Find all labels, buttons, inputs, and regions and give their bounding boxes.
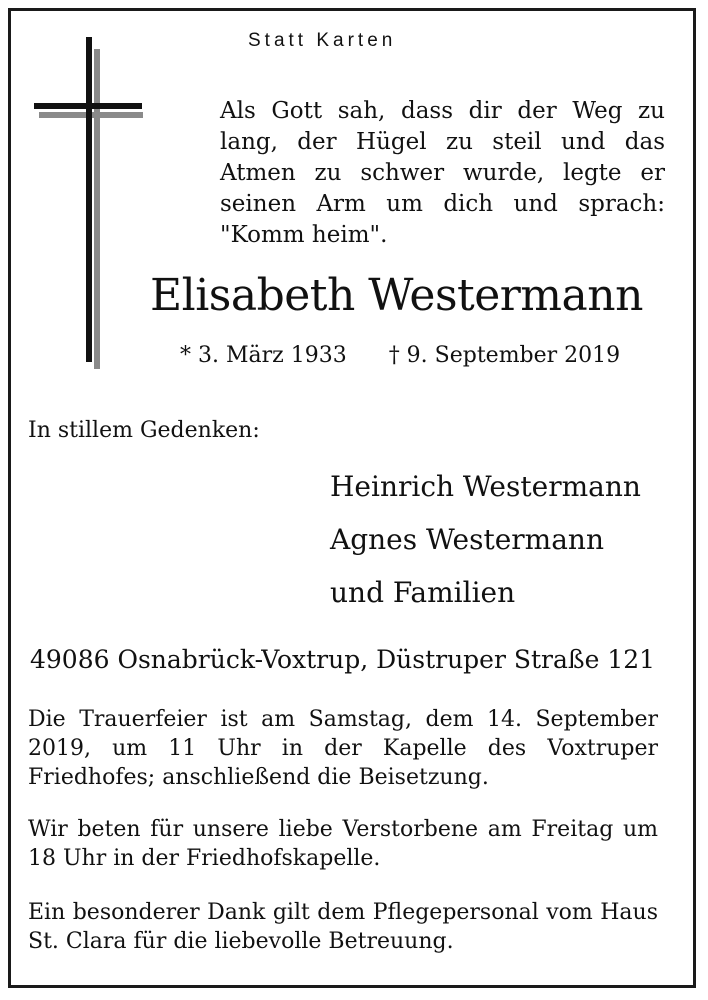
- cross-vertical-bar: [86, 37, 92, 362]
- birth-date: * 3. März 1933: [180, 343, 347, 368]
- mourner-name: Agnes Westermann: [330, 523, 604, 556]
- mourner-name: und Familien: [330, 576, 516, 609]
- memorial-verse: Als Gott sah, dass dir der Weg zu lang, der Hügel zu steil und das Atmen zu schwer wurde, legte er seinen Arm um dich und sprach: "Komm heim".: [220, 98, 665, 248]
- statt-karten-header: Statt Karten: [248, 30, 397, 51]
- remembrance-label: In stillem Gedenken:: [28, 418, 260, 443]
- thanks-paragraph: Ein besonderer Dank gilt dem Pflegepersonal vom Haus St. Clara für die liebevolle Betreuung.: [28, 900, 658, 954]
- funeral-info-paragraph: Die Trauerfeier ist am Samstag, dem 14. September 2019, um 11 Uhr in der Kapelle des Voxtruper Friedhofes; anschließend die Beisetzung.: [28, 707, 658, 790]
- mourners-list: [330, 460, 641, 619]
- deceased-name: Elisabeth Westermann: [150, 270, 643, 321]
- life-dates: [180, 343, 620, 368]
- cross-horizontal-bar: [34, 103, 142, 109]
- death-date: † 9. September 2019: [388, 343, 621, 368]
- family-address: 49086 Osnabrück-Voxtrup, Düstruper Straße 121: [30, 645, 656, 674]
- cross-shadow-vertical: [94, 49, 100, 369]
- prayer-info-paragraph: Wir beten für unsere liebe Verstorbene am Freitag um 18 Uhr in der Friedhofskapelle.: [28, 817, 658, 871]
- mourner-name: Heinrich Westermann: [330, 470, 641, 503]
- cross-icon: [27, 29, 147, 369]
